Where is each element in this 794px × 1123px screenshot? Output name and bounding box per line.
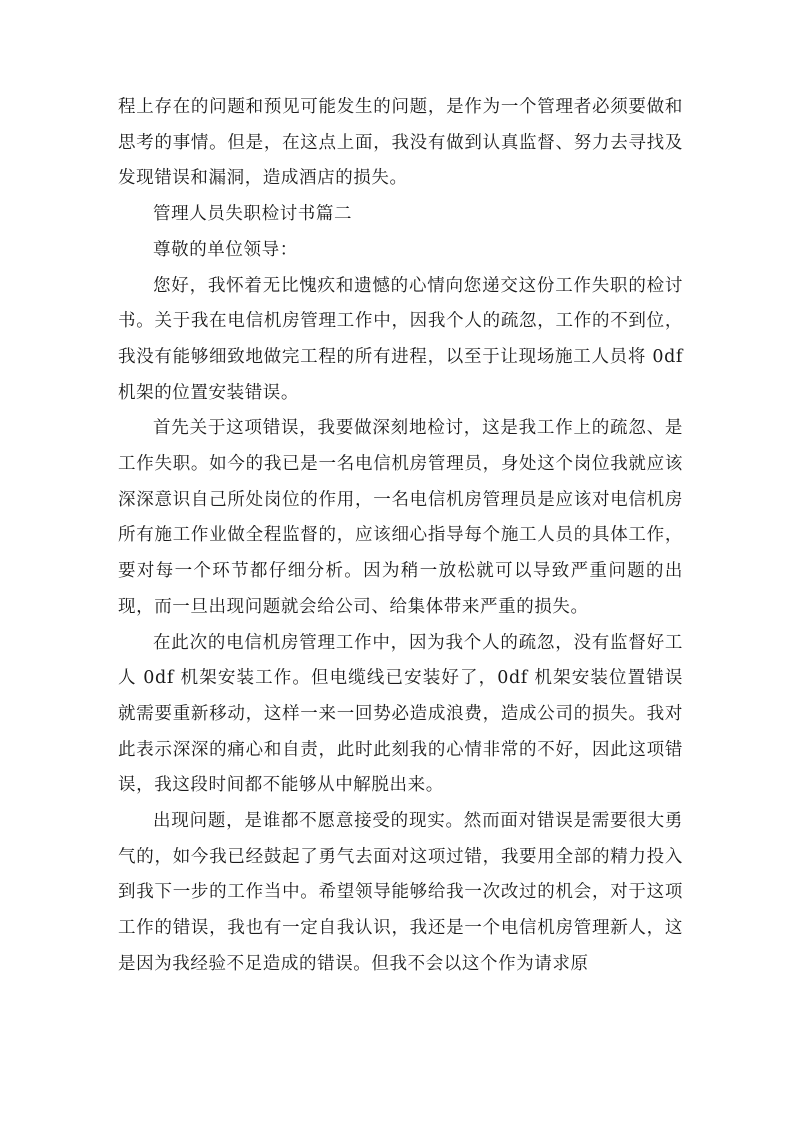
paragraph-incident: 在此次的电信机房管理工作中，因为我个人的疏忽，没有监督好工人 0df 机架安装工作。但电缆线已安装好了，0df 机架安装位置错误就需要重新移动，这样一来一回势必造成浪费，造成公司的损失。我对此表示深深的痛心和自责，此时此刻我的心情非常的不好，因此这项错误，我这段时间都不能够从中解脱出来。 [118,632,683,796]
paragraph-commitment: 出现问题，是谁都不愿意接受的现实。然而面对错误是需要很大勇气的，如今我已经鼓起了勇气去面对这项过错，我要用全部的精力投入到我下一步的工作当中。希望领导能够给我一次改过的机会，对于这项工作的错误，我也有一定自我认识，我还是一个电信机房管理新人，这是因为我经验不足造成的错误。但我不会以这个作为请求原 [118,811,683,974]
paragraph-reflection: 首先关于这项错误，我要做深刻地检讨，这是我工作上的疏忽、是工作失职。如今的我已是一名电信机房管理员，身处这个岗位我就应该深深意识自己所处岗位的作用，一名电信机房管理员是应该对电信机房所有施工作业做全程监督的，应该细心指导每个施工人员的具体工作，要对每一个环节都仔细分析。因为稍一放松就可以导致严重问题的出现，而一旦出现问题就会给公司、给集体带来严重的损失。 [118,418,683,617]
section-heading: 管理人员失职检讨书篇二 [153,204,353,225]
salutation: 尊敬的单位领导： [153,239,298,260]
paragraph-continuation: 程上存在的问题和预见可能发生的问题，是作为一个管理者必须要做和思考的事情。但是，在这点上面，我没有做到认真监督、努力去寻找及发现错误和漏洞，造成酒店的损失。 [118,97,683,189]
document-body [118,90,683,983]
paragraph-opening: 您好，我怀着无比愧疚和遗憾的心情向您递交这份工作失职的检讨书。关于我在电信机房管理工作中，因我个人的疏忽，工作的不到位，我没有能够细致地做完工程的所有进程，以至于让现场施工人员将 0df 机架的位置安装错误。 [118,275,683,403]
